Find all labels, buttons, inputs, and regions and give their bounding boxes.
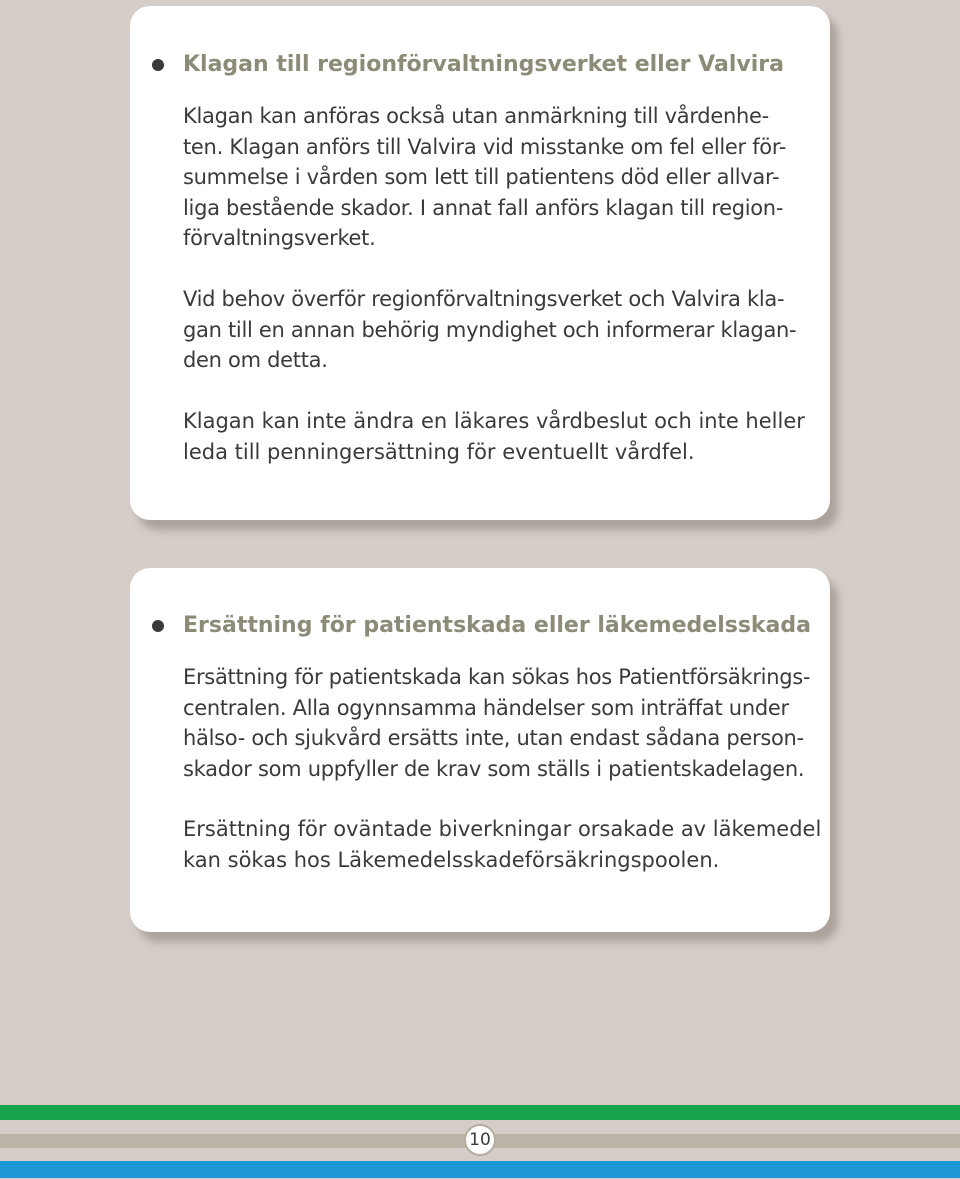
- section-heading-text: Klagan till regionförvaltningsverket eller Valvira: [183, 52, 784, 77]
- info-card-complaint: [130, 6, 830, 520]
- paragraph-line: summelse i vården som lett till patientens död eller allvar-: [183, 165, 780, 189]
- section-heading: [183, 611, 820, 641]
- paragraph: [183, 662, 811, 784]
- paragraph-line: Klagan kan anföras också utan anmärkning till vårdenhe-: [183, 104, 769, 128]
- paragraph-line: Klagan kan inte ändra en läkares vårdbeslut och inte heller: [183, 409, 805, 433]
- paragraph-line: kan sökas hos Läkemedelsskadeförsäkringspoolen.: [183, 847, 720, 872]
- footer-stripe-blue: [0, 1161, 960, 1178]
- section-heading-text: Ersättning för patientskada eller läkemedelsskada: [183, 613, 811, 638]
- paragraph: [183, 814, 822, 875]
- paragraph-line: liga bestående skador. I annat fall anförs klagan till region-: [183, 195, 784, 220]
- paragraph-line: Vid behov överför regionförvaltningsverket och Valvira kla-: [183, 287, 785, 311]
- paragraph-line: Ersättning för oväntade biverkningar orsakade av läkemedel: [183, 817, 822, 841]
- paragraph-line: skador som uppfyller de krav som ställs i patientskadelagen.: [183, 756, 805, 781]
- page-number: 10: [464, 1124, 496, 1156]
- paragraph: [183, 406, 808, 467]
- paragraph-line: den om detta.: [183, 348, 328, 372]
- paragraph-line: gan till en annan behörig myndighet och informerar klagan-: [183, 317, 797, 342]
- bullet-icon: [152, 620, 164, 632]
- footer-stripe-green: [0, 1105, 960, 1120]
- paragraph-line: leda till penningersättning för eventuellt vårdfel.: [183, 439, 695, 464]
- paragraph: [183, 101, 808, 254]
- info-card-compensation: [130, 568, 830, 932]
- bullet-icon: [152, 59, 164, 71]
- paragraph-line: Ersättning för patientskada kan sökas hos Patientförsäkrings-: [183, 665, 811, 689]
- section-heading: [183, 50, 820, 80]
- paragraph-line: hälso- och sjukvård ersätts inte, utan endast sådana person-: [183, 726, 804, 750]
- paragraph-line: förvaltningsverket.: [183, 226, 376, 250]
- paragraph-line: ten. Klagan anförs till Valvira vid misstanke om fel eller för-: [183, 134, 787, 159]
- paragraph: [183, 284, 808, 376]
- paragraph-line: centralen. Alla ogynnsamma händelser som inträffat under: [183, 695, 789, 720]
